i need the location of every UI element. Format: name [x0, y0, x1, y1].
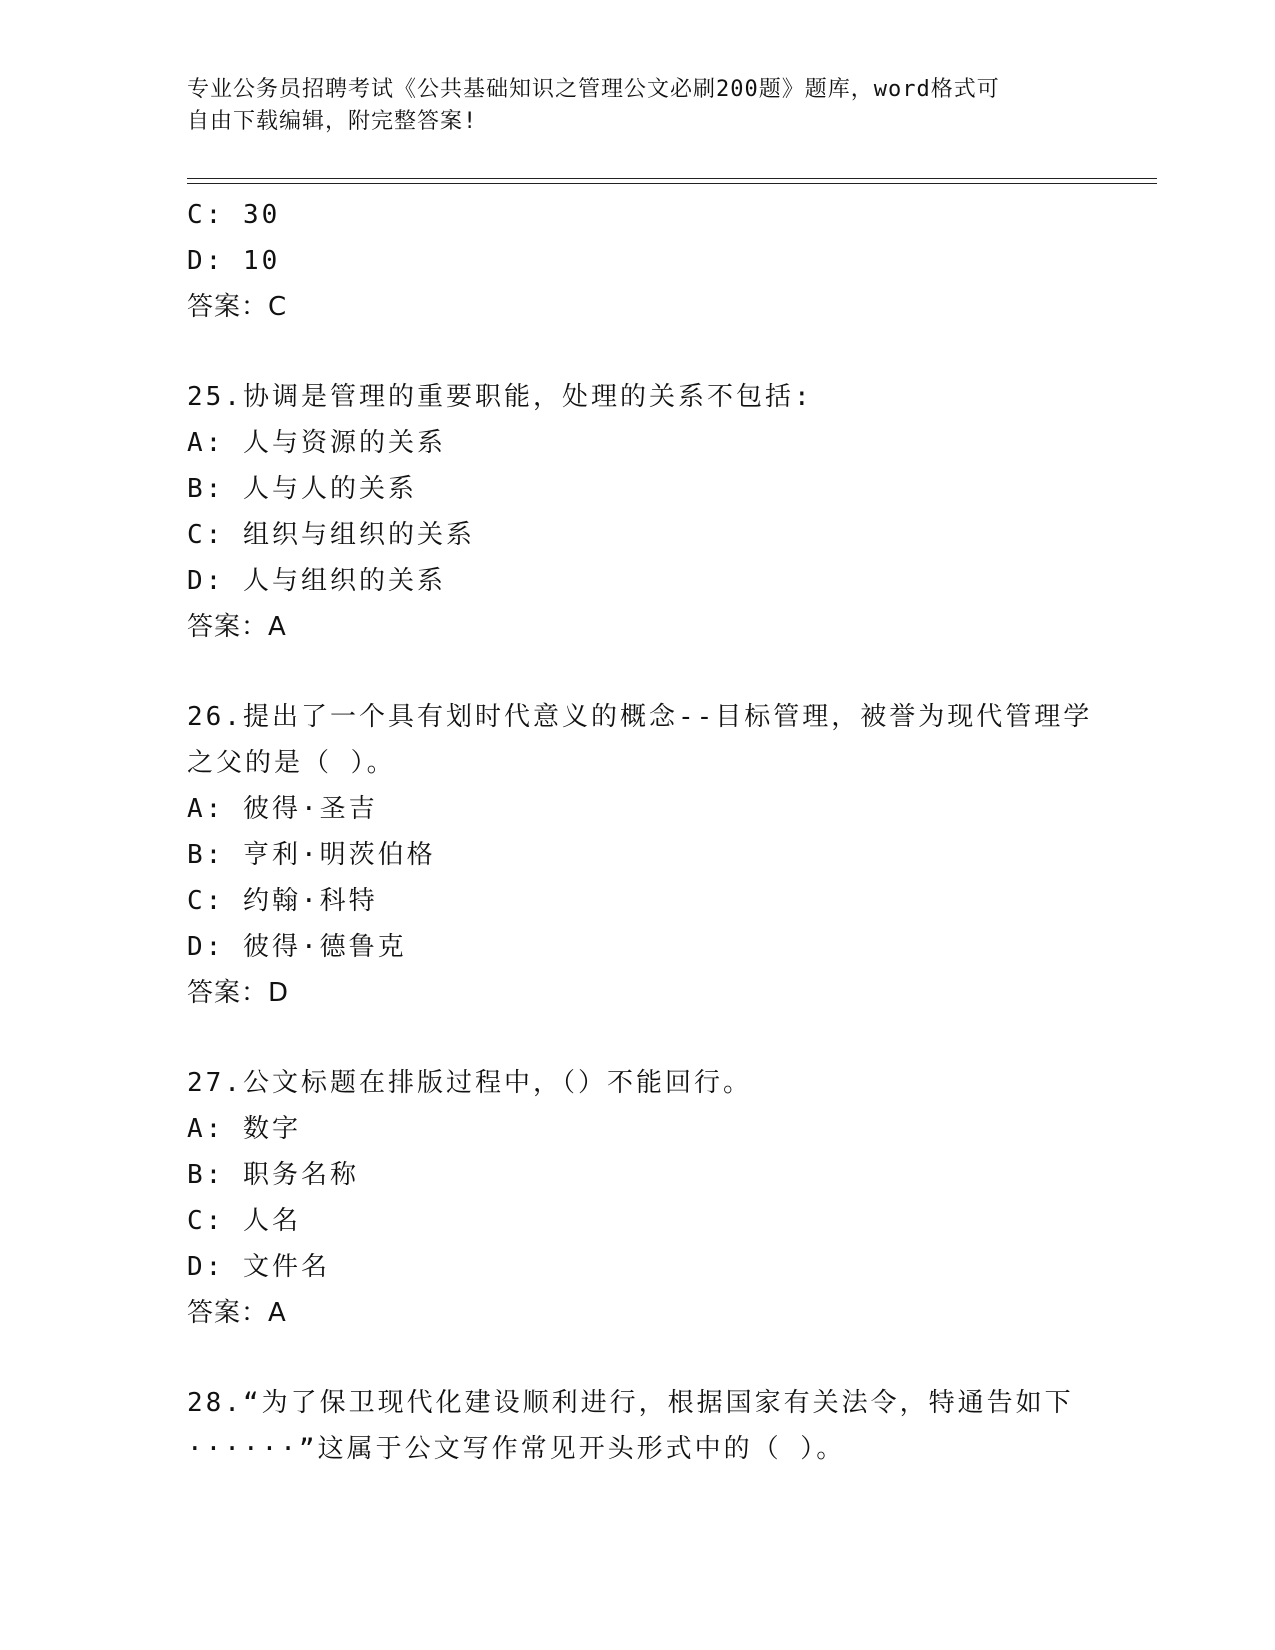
header-line-2: 自由下载编辑，附完整答案!	[187, 109, 478, 134]
header-rule-bottom	[187, 183, 1157, 184]
question-25	[187, 374, 1087, 650]
option-c: C: 30	[187, 200, 281, 230]
answer-line: 答案：D	[187, 978, 290, 1008]
question-content	[187, 192, 1093, 1472]
question-text-line-2: ······”这属于公文写作常见开头形式中的（ ）。	[187, 1434, 846, 1464]
header-line-1: 专业公务员招聘考试《公共基础知识之管理公文必刷200题》题库，word格式可	[187, 77, 1000, 102]
option-d: D: 10	[187, 246, 281, 276]
header-rule-top	[187, 178, 1157, 179]
page-header	[187, 74, 1087, 138]
option-c: C: 约翰·科特	[187, 886, 378, 916]
question-28	[187, 1380, 1087, 1472]
answer-line: 答案：C	[187, 292, 288, 322]
spacer	[187, 1016, 1087, 1060]
option-c: C: 人名	[187, 1206, 301, 1236]
question-text-line-2: 之父的是（ ）。	[187, 748, 396, 778]
option-a: A: 人与资源的关系	[187, 428, 446, 458]
option-b: B: 职务名称	[187, 1160, 359, 1190]
question-24-tail	[187, 192, 1087, 330]
option-d: D: 彼得·德鲁克	[187, 932, 407, 962]
option-a: A: 彼得·圣吉	[187, 794, 378, 824]
question-27	[187, 1060, 1087, 1336]
spacer	[187, 650, 1087, 694]
spacer	[187, 1336, 1087, 1380]
option-d: D: 文件名	[187, 1252, 330, 1282]
option-b: B: 人与人的关系	[187, 474, 417, 504]
question-text: 25.协调是管理的重要职能，处理的关系不包括:	[187, 382, 813, 412]
option-b: B: 亨利·明茨伯格	[187, 840, 436, 870]
option-c: C: 组织与组织的关系	[187, 520, 475, 550]
spacer	[187, 330, 1087, 374]
question-text: 27.公文标题在排版过程中，（）不能回行。	[187, 1068, 752, 1098]
option-d: D: 人与组织的关系	[187, 566, 446, 596]
answer-line: 答案：A	[187, 612, 287, 642]
question-text-line-1: 26.提出了一个具有划时代意义的概念--目标管理，被誉为现代管理学	[187, 702, 1093, 732]
question-26	[187, 694, 1093, 1016]
option-a: A: 数字	[187, 1114, 301, 1144]
answer-line: 答案：A	[187, 1298, 287, 1328]
question-text-line-1: 28.“为了保卫现代化建设顺利进行，根据国家有关法令，特通告如下	[187, 1388, 1074, 1418]
